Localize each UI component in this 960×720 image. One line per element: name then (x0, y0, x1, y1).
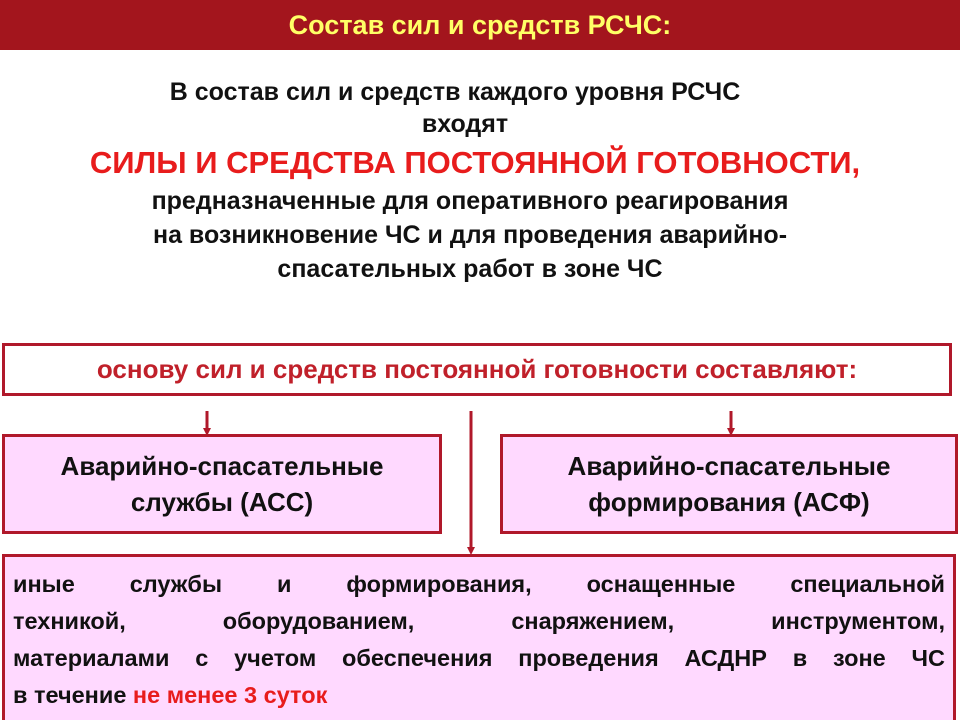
duration-highlight: не менее 3 суток (132, 682, 328, 708)
intro-desc-1: предназначенные для оперативного реагирования (151, 187, 789, 215)
intro-text (0, 76, 960, 286)
ass-box (2, 434, 442, 534)
intro-highlight: СИЛЫ И СРЕДСТВА ПОСТОЯННОЙ ГОТОВНОСТИ, (89, 145, 861, 180)
other-line-2: техникой, оборудованием, снаряжением, инструментом, (13, 608, 945, 634)
ass-line-2: службы (АСС) (130, 487, 314, 517)
intro-desc-2: на возникновение ЧС и для проведения аварийно- (152, 221, 788, 249)
intro-line-2: входят (421, 110, 509, 138)
other-line-3: материалами с учетом обеспечения проведения АСДНР в зоне ЧС (13, 645, 945, 671)
other-line-1: иные службы и формирования, оснащенные специальной (13, 571, 945, 597)
other-services-box (2, 554, 956, 720)
intro-desc-3: спасательных работ в зоне ЧС (277, 255, 663, 283)
other-line-4-prefix: в течение (13, 682, 133, 708)
asf-line-1: Аварийно-спасательные (567, 451, 891, 481)
title-banner (0, 0, 960, 50)
basis-box (2, 343, 952, 396)
page-title: Состав сил и средств РСЧС: (288, 9, 672, 40)
other-line-4 (13, 677, 945, 714)
asf-box (500, 434, 958, 534)
intro-line-1: В состав сил и средств каждого уровня РСЧС (169, 78, 741, 106)
basis-label: основу сил и средств постоянной готовности составляют: (96, 354, 858, 384)
ass-line-1: Аварийно-спасательные (60, 451, 384, 481)
asf-line-2: формирования (АСФ) (588, 487, 870, 517)
